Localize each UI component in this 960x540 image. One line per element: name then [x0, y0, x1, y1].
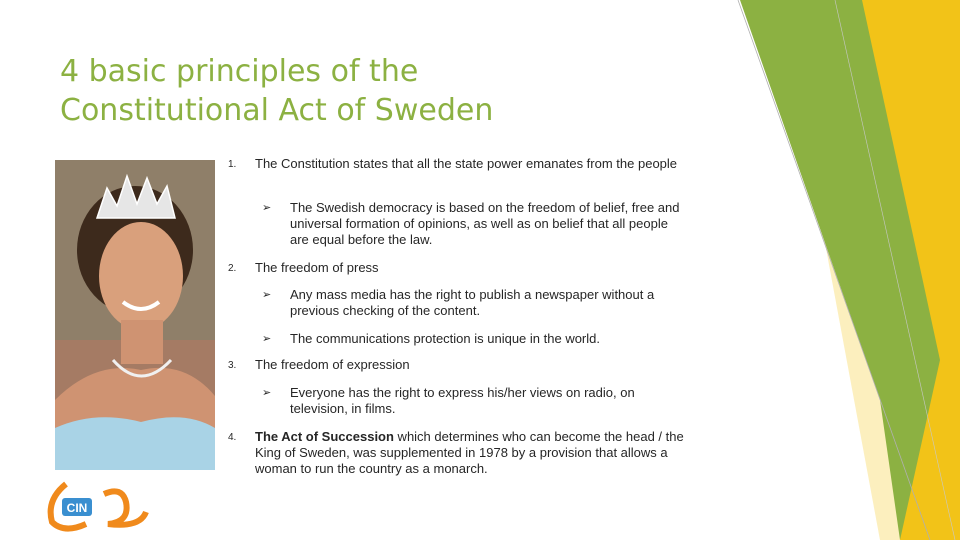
photo-face: [99, 222, 183, 330]
sub-bullet-text: Any mass media has the right to publish a newspaper without a previous checking of the content.: [290, 287, 655, 318]
arrow-bullet-icon: ➢: [262, 387, 272, 399]
arrow-bullet-icon: ➢: [262, 202, 272, 214]
item-number: 2.: [228, 263, 237, 274]
item-number: 4.: [228, 432, 237, 443]
photo-neck: [121, 320, 163, 364]
item-text: The freedom of press: [255, 260, 379, 275]
item-number: 1.: [228, 159, 237, 170]
item-text-rest: which determines who can become the head / the King of Sweden, was supplemented in 1978 by a provision that allows a woman to run the country as a monarch.: [255, 429, 684, 476]
portrait-photo: [55, 160, 215, 470]
cin-logo-icon: [42, 478, 152, 534]
item-number: 3.: [228, 360, 237, 371]
logo-number-shape: [104, 491, 146, 524]
photo-dress: [55, 417, 215, 470]
sub-bullet-text: The communications protection is unique in the world.: [290, 331, 600, 346]
act-of-succession-label: The Act of Succession: [255, 429, 394, 444]
slide-title-line-1: 4 basic principles of the: [60, 54, 419, 89]
slide-title-line-2: Constitutional Act of Sweden: [60, 93, 494, 128]
item-text: [255, 429, 705, 477]
arrow-bullet-icon: ➢: [262, 289, 272, 301]
item-text: The Constitution states that all the state power emanates from the people: [255, 156, 678, 171]
sub-bullet-text: Everyone has the right to express his/her views on radio, on television, in films.: [290, 385, 635, 416]
sub-bullet-text: The Swedish democracy is based on the freedom of belief, free and universal formation of opinions, as well as on belief that all people are equal before the law.: [290, 200, 680, 247]
arrow-bullet-icon: ➢: [262, 333, 272, 345]
slide-title: [60, 52, 620, 130]
item-text: The freedom of expression: [255, 357, 410, 372]
logo-text: CIN: [66, 501, 88, 515]
